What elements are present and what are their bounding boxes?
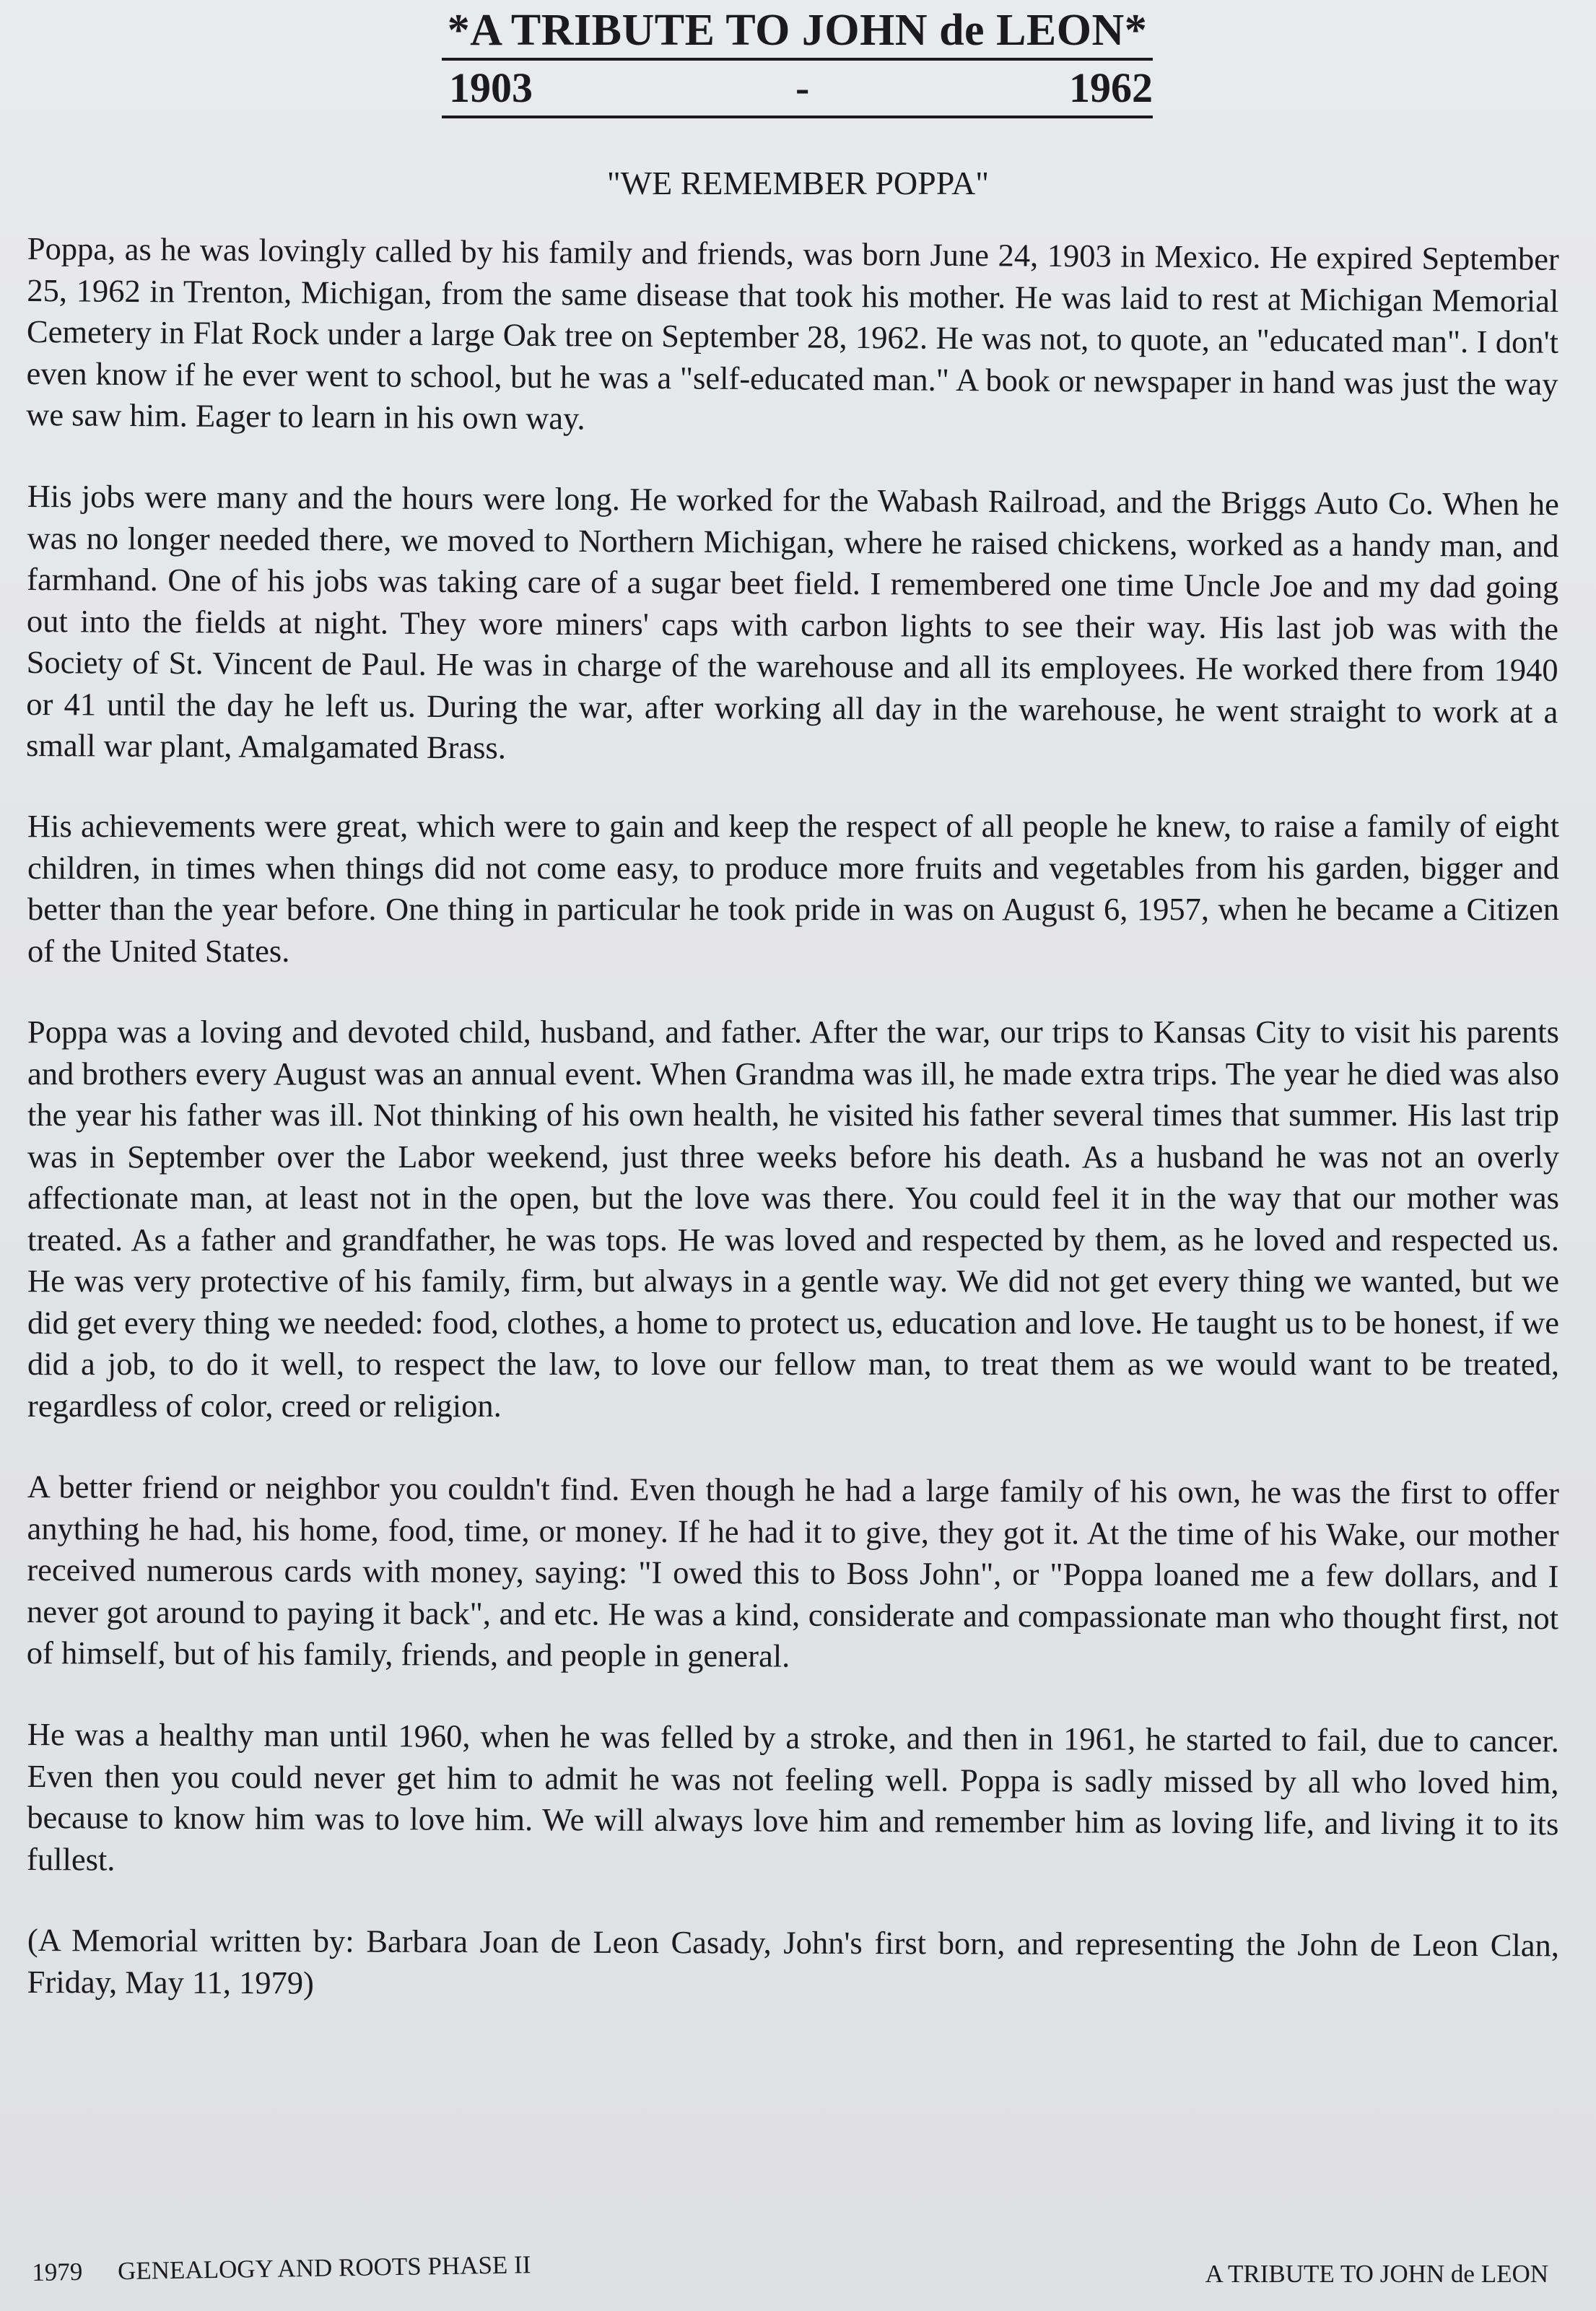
document-body <box>27 228 1559 2042</box>
footer-right-label: A TRIBUTE TO JOHN de LEON <box>1205 2260 1548 2288</box>
paragraph-memorial-author: (A Memorial written by: Barbara Joan de Leon Casady, John's first born, and representing the John de Leon Clan, Friday, May 11, 1979) <box>27 1921 1559 2001</box>
document-footer <box>0 2250 1596 2293</box>
paragraph-health: He was a healthy man until 1960, when he was felled by a stroke, and then in 1961, he started to fail, due to cancer. Even then you could never get him to admit he was not feeling well. Poppa is sadly missed by all who loved him, because to know him was to love him. We will always love him and remember him as loving life, and living it to its fullest. <box>27 1715 1559 1877</box>
paragraph-achievements: His achievements were great, which were to gain and keep the respect of all people he knew, to raise a family of eight children, in times when things did not come easy, to produce more fruits and vegetables from his garden, bigger and better than the year before. One thing in particular he took pride in was on August 6, 1957, when he became a Citizen of the United States. <box>27 808 1559 969</box>
paragraph-birth-and-death: Poppa, as he was lovingly called by his family and friends, was born June 24, 1903 in Mexico. He expired September 25, 1962 in Trenton, Michigan, from the same disease that took his mother. He was laid to rest at Michigan Memorial Cemetery in Flat Rock under a large Oak tree on September 28, 1962. He was not, to quote, an "educated man". I don't even know if he ever went to school, but he was a "self-educated man." A book or newspaper in hand was just the way we saw him. Eager to learn in his own way. <box>26 230 1559 437</box>
birth-year: 1903 <box>449 64 533 111</box>
paragraph-family: Poppa was a loving and devoted child, husband, and father. After the war, our trips to Kansas City to visit his parents and brothers every August was an annual event. When Grandma was ill, he made extra trips. The year he died was also the year his father was ill. Not thinking of his own health, he visited his father several times that summer. His last trip was in September over the Labor weekend, just three weeks before his death. As a husband he was not an overly affectionate man, at least not in the open, but the love was there. You could feel it in the way that our mother was treated. As a father and grandfather, he was tops. He was loved and respected by them, as he loved and respected us. He was very protective of his family, firm, but always in a gentle way. We did not get every thing we wanted, but we did get every thing we needed: food, clothes, a home to protect us, education and love. He taught us to be honest, if we did a job, to do it well, to respect the law, to love our fellow man, to treat them as we would want to be treated, regardless of color, creed or religion. <box>27 1014 1559 1424</box>
paragraph-jobs: His jobs were many and the hours were long. He worked for the Wabash Railroad, and the Briggs Auto Co. When he was no longer needed there, we moved to Northern Michigan, where he raised chickens, worked as a handy man, and farmhand. One of his jobs was taking care of a sugar beet field. I remembered one time Uncle Joe and my dad going out into the fields at night. They wore miners' caps with carbon lights to see their way. His last job was with the Society of St. Vincent de Paul. He was in charge of the warehouse and all its employees. He worked there from 1940 or 41 until the day he left us. During the war, after working all day in the warehouse, he went straight to work at a small war plant, Amalgamated Brass. <box>25 477 1559 765</box>
year-separator: - <box>795 64 810 111</box>
life-years <box>442 61 1153 118</box>
document-subtitle: "WE REMEMBER POPPA" <box>606 165 990 201</box>
paragraph-friend-neighbor: A better friend or neighbor you couldn't find. Even though he had a large family of his own, he was the first to offer anything he had, his home, food, time, or money. If he had it to give, they got it. At the time of his Wake, our mother received numerous cards with money, saying: "I owed this to Boss John", or "Poppa loaned me a few dollars, and I never got around to paying it back", and etc. He was a kind, considerate and compassionate man who thought first, not of himself, but of his family, friends, and people in general. <box>26 1468 1559 1674</box>
document-header <box>442 4 1153 118</box>
death-year: 1962 <box>1069 64 1153 111</box>
footer-left <box>32 2249 531 2289</box>
document-title: *A TRIBUTE TO JOHN de LEON* <box>442 4 1153 61</box>
footer-year: 1979 <box>32 2257 83 2286</box>
footer-left-label: GENEALOGY AND ROOTS PHASE II <box>117 2250 531 2286</box>
